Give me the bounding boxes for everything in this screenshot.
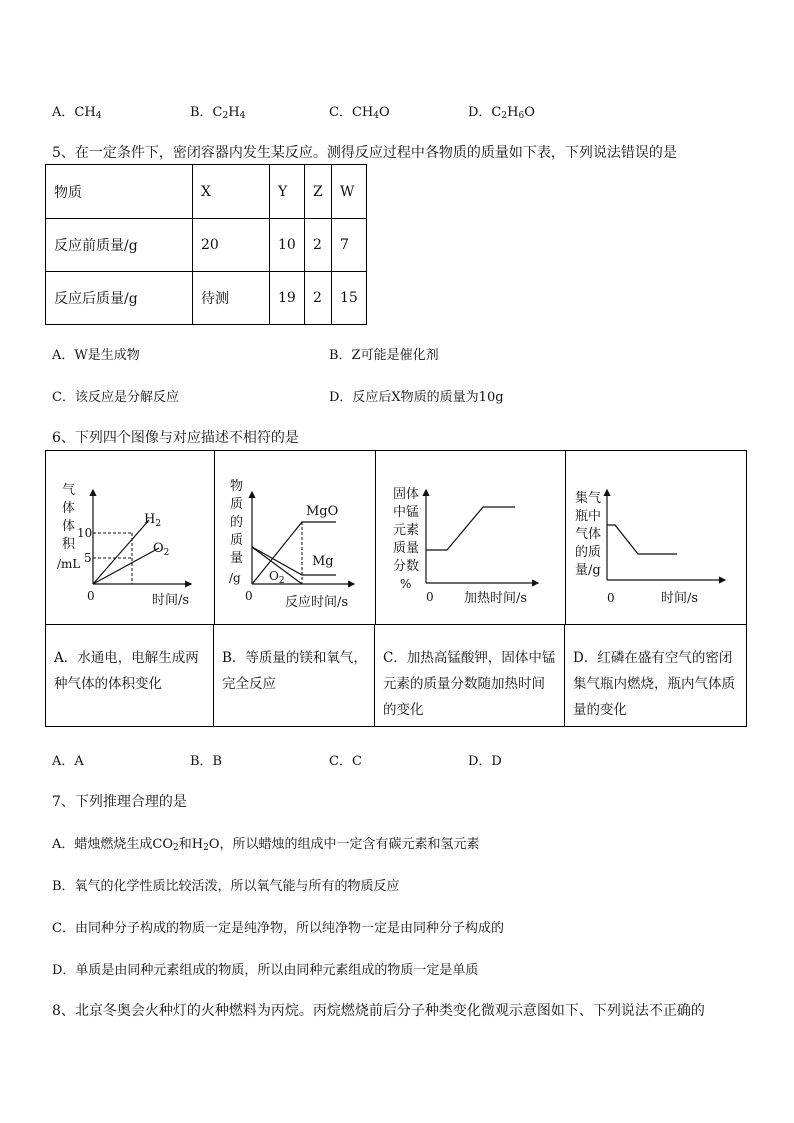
q7-option-c: C．由同种分子构成的物质一定是纯净物，所以纯净物一定是由同种分子构成的 [52,921,504,936]
svg-text:质: 质 [230,497,244,512]
svg-text:量: 量 [230,551,244,566]
q6-option-b: B．B [190,754,223,769]
table-cell: 待测 [193,272,270,325]
svg-text:/mL: /mL [57,557,81,571]
chart-a [46,450,215,624]
q6-option-a: A．A [52,754,84,769]
q7-stem: 7、下列推理合理的是 [52,794,187,810]
series-label-o2: $O_2$ [269,569,285,586]
q6-option-d: D．D [468,754,502,769]
svg-text:的质: 的质 [575,545,602,560]
svg-text:气体: 气体 [575,527,602,542]
chart-b-ylabel: 物 [230,479,244,494]
table-header: Y [270,165,305,219]
chart-c-ylabel: 固体 [393,487,420,502]
table-cell: 10 [270,219,305,272]
tick-label: 10 [77,526,93,540]
o2-line [93,548,159,584]
table-cell: 20 [193,219,270,272]
q8-stem: 8、北京冬奥会火种灯的火种燃料为丙烷。丙烷燃烧前后分子种类变化微观示意图如下、下列说法不正确的 [52,1003,705,1019]
q5-stem: 5、在一定条件下，密闭容器内发生某反应。测得反应过程中各物质的质量如下表，下列说法错误的是 [52,145,677,161]
svg-text:体: 体 [62,501,76,516]
chart-c [375,450,566,624]
svg-text:积: 积 [62,537,76,552]
svg-text:质: 质 [230,533,244,548]
svg-text:体: 体 [62,519,76,534]
chart-a-xlabel: 时间/s [152,593,190,608]
svg-text:%: % [400,577,412,591]
svg-text:分数: 分数 [393,559,420,574]
q7-option-d: D．单质是由同种元素组成的物质，所以由同种元素组成的物质一定是单质 [52,963,479,978]
q5-option-c: C．该反应是分解反应 [52,390,179,405]
q5-option-b: B．Z可能是催化剂 [329,348,439,363]
table-header: 物质 [46,165,193,219]
chart-d-ylabel: 集气 [575,491,602,506]
svg-text:0: 0 [87,589,95,603]
chart-b [214,450,376,624]
chart-a-description: A．水通电，电解生成两种气体的体积变化 [46,624,214,727]
q4-option-b: B．$C_2H_4$ [190,105,246,121]
q7-option-a: A．蜡烛燃烧生成$CO_2$和$H_2O$，所以蜡烛的组成中一定含有碳元素和氢元素 [52,837,480,853]
chart-c-xlabel: 加热时间/s [464,591,528,606]
table-cell: 反应前质量/g [46,219,193,272]
svg-text:0: 0 [607,591,615,605]
gas-mass-line [607,525,677,554]
svg-text:中锰: 中锰 [393,505,420,520]
chart-d-description: D．红磷在盛有空气的密闭集气瓶内燃烧，瓶内气体质量的变化 [565,624,746,727]
table-header: Z [305,165,332,219]
series-label-h2: $H_2$ [144,512,162,529]
table-cell: 19 [270,272,305,325]
svg-text:0: 0 [426,590,434,604]
q5-option-d: D．反应后X物质的质量为10g [329,390,504,405]
chart-a-ylabel: 气 [62,483,76,498]
q5-option-a: A．W是生成物 [52,348,140,363]
mn-fraction-line [426,507,515,550]
svg-text:量/g: 量/g [575,563,601,578]
q4-option-d: D．$C_2H_6O$ [468,105,535,121]
chart-d [565,450,746,624]
table-cell: 反应后质量/g [46,272,193,325]
chart-c-description: C．加热高锰酸钾，固体中锰元素的质量分数随加热时间的变化 [375,624,565,727]
table-header: X [193,165,270,219]
table-cell: 7 [332,219,367,272]
q6-option-c: C．C [329,754,362,769]
svg-text:元素: 元素 [393,523,420,538]
tick-label: 5 [84,551,92,565]
q5-table [45,164,367,325]
series-label-o2: $O_2$ [153,541,170,558]
q4-option-a: A．$CH_4$ [52,105,102,121]
chart-b-description: B．等质量的镁和氧气，完全反应 [214,624,375,727]
q7-option-b: B．氧气的化学性质比较活泼，所以氧气能与所有的物质反应 [52,879,400,894]
svg-text:/g: /g [229,571,241,585]
svg-text:瓶中: 瓶中 [575,509,602,524]
table-cell: 2 [305,272,332,325]
table-header: W [332,165,367,219]
table-cell: 15 [332,272,367,325]
svg-text:0: 0 [245,589,253,603]
q4-option-c: C．$CH_4O$ [329,105,390,121]
series-label-mg: Mg [312,554,334,569]
svg-text:质量: 质量 [393,541,420,556]
series-label-mgo: MgO [306,504,339,519]
chart-b-xlabel: 反应时间/s [285,595,349,610]
svg-text:的: 的 [230,515,244,530]
table-cell: 2 [305,219,332,272]
h2-line [93,520,149,584]
chart-d-xlabel: 时间/s [661,591,699,606]
q6-stem: 6、下列四个图像与对应描述不相符的是 [52,430,299,446]
